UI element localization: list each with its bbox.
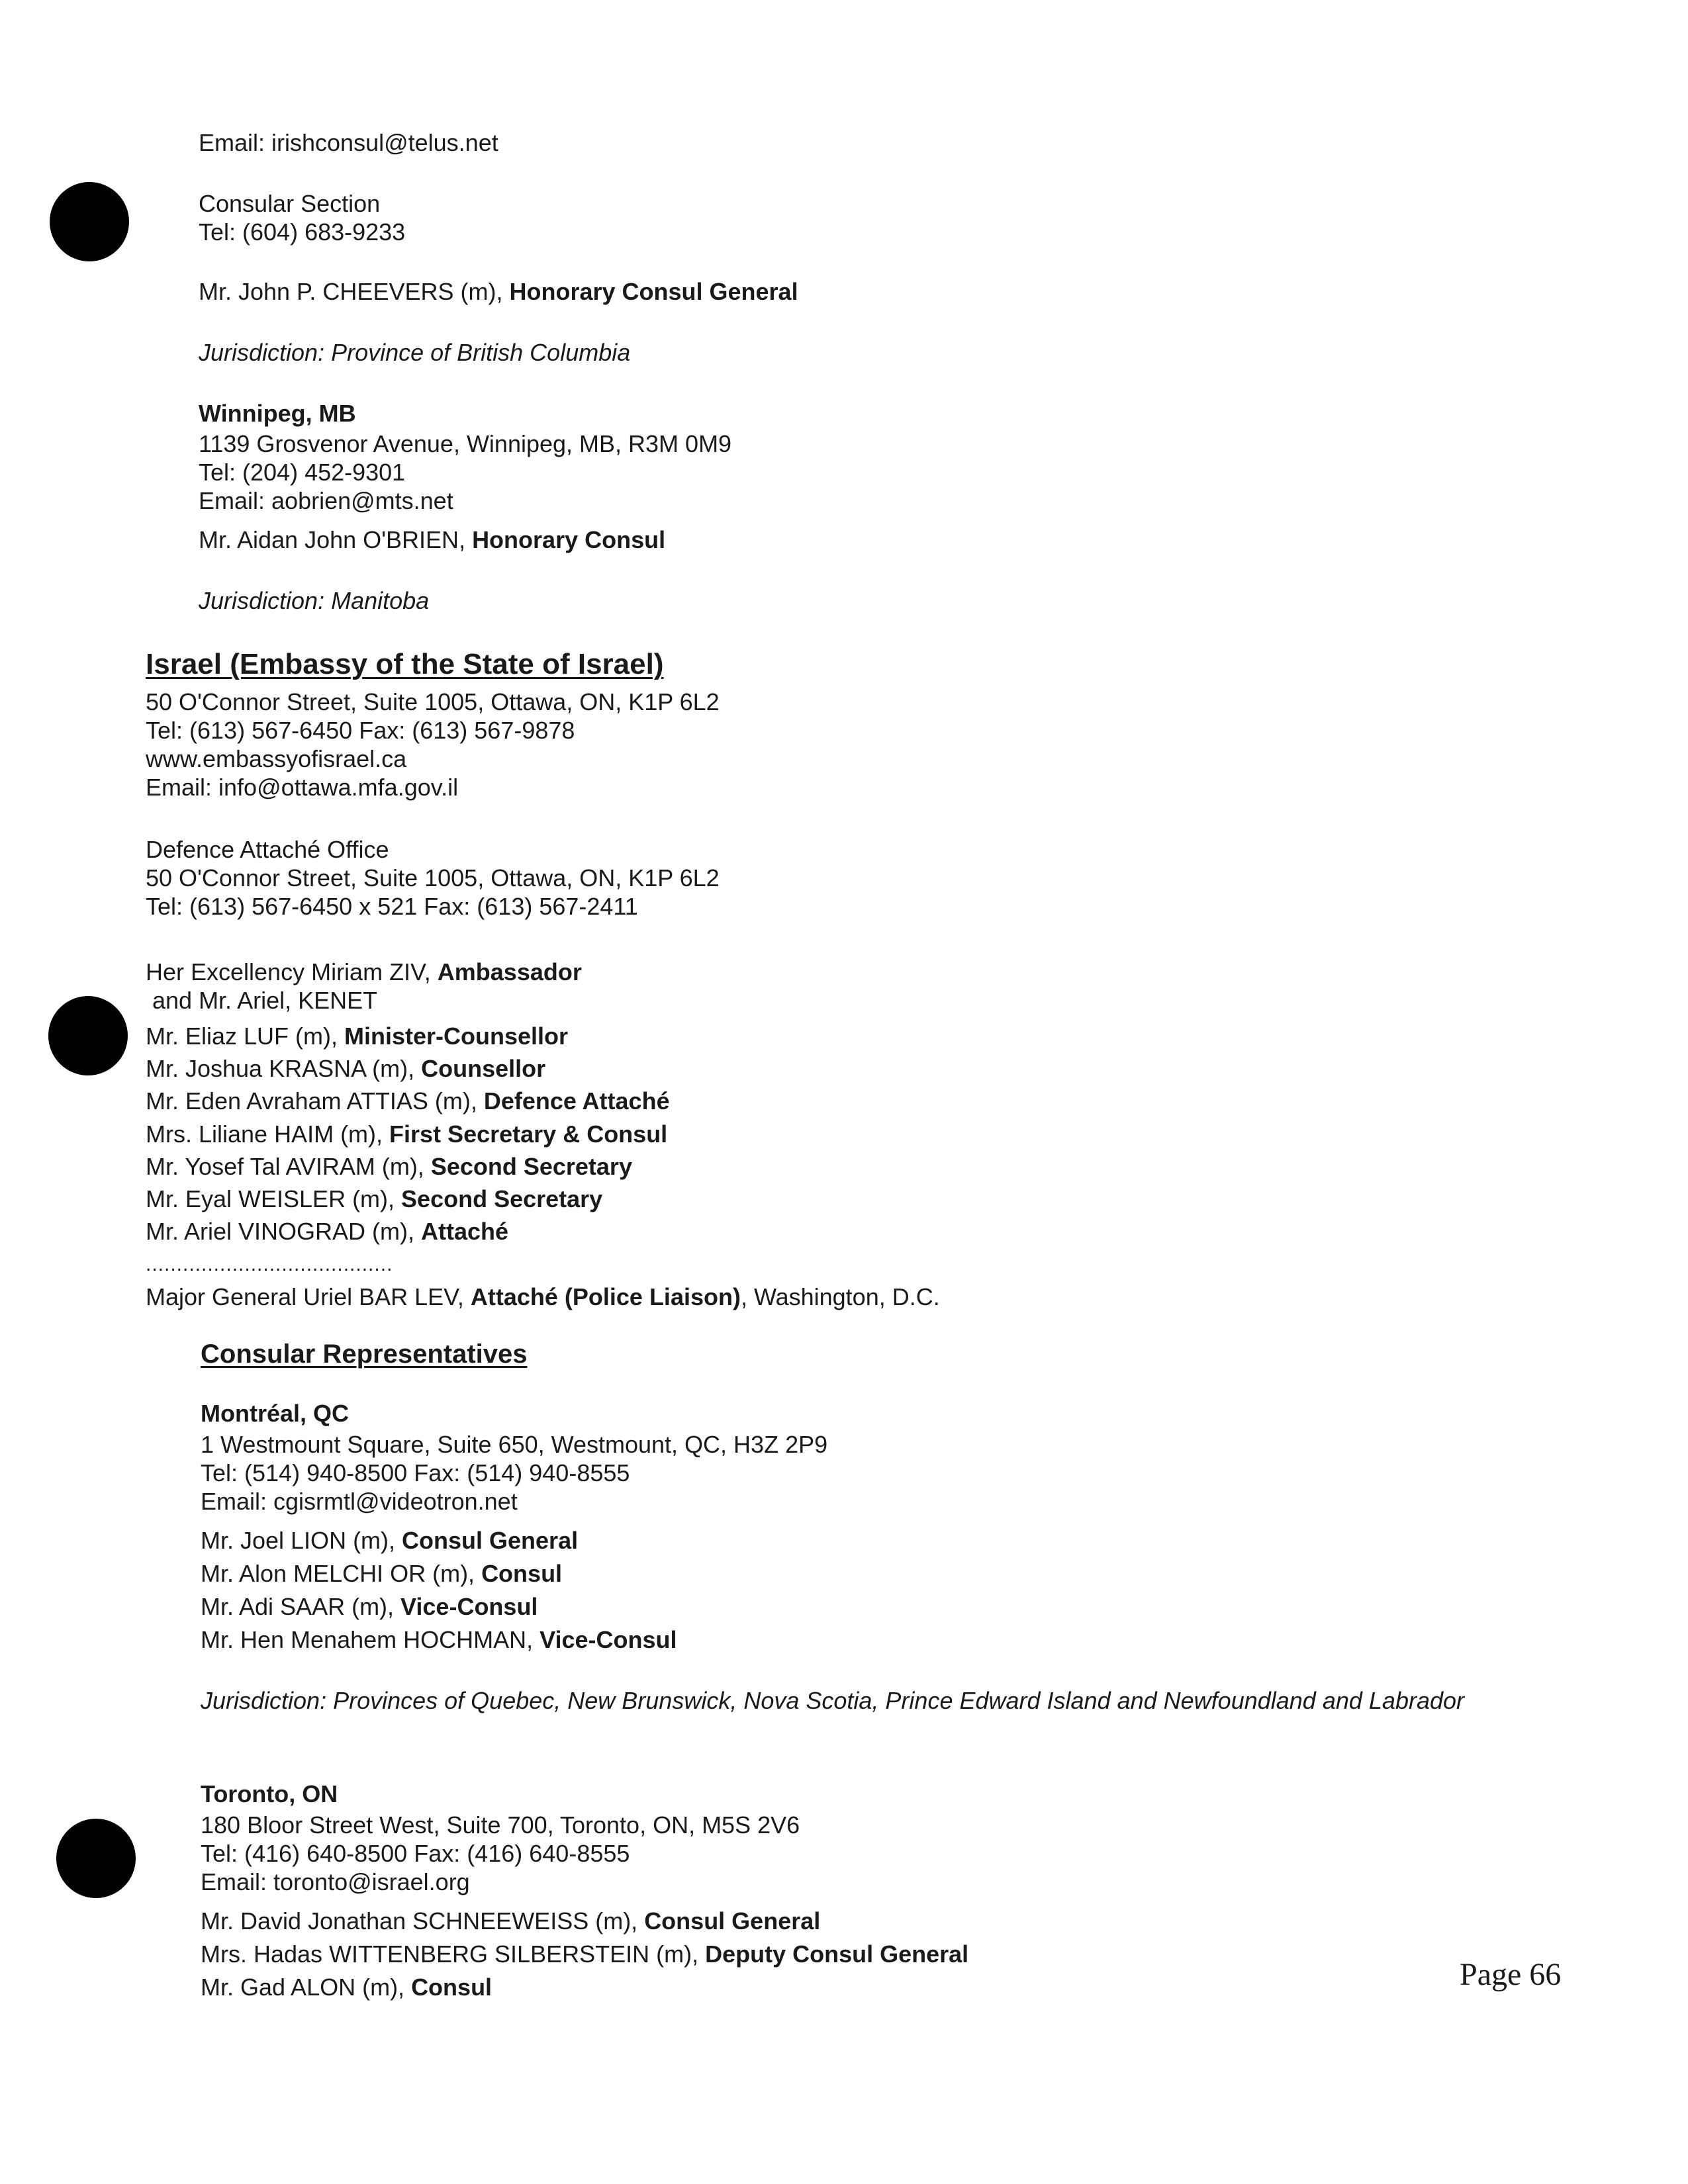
staff-title: Vice-Consul	[400, 1593, 538, 1620]
staff-line	[146, 1024, 568, 1048]
staff-name: Mrs. Hadas WITTENBERG SILBERSTEIN (m),	[201, 1940, 706, 1968]
staff-line	[201, 1976, 492, 1999]
rep-title: Honorary Consul General	[509, 278, 798, 305]
punch-hole-top	[50, 182, 129, 261]
tel-line: Tel: (204) 452-9301	[199, 459, 406, 486]
staff-line	[201, 1595, 538, 1619]
city-heading: Winnipeg, MB	[199, 400, 356, 427]
staff-title: Consul General	[402, 1527, 579, 1554]
staff-name: Mr. Hen Menahem HOCHMAN,	[201, 1626, 540, 1653]
non-resident-title: Attaché (Police Liaison)	[470, 1283, 741, 1310]
staff-name: Mr. Eden Avraham ATTIAS (m),	[146, 1087, 484, 1115]
staff-title: Vice-Consul	[539, 1626, 677, 1653]
staff-title: Minister-Counsellor	[344, 1023, 569, 1050]
address-line: 50 O'Connor Street, Suite 1005, Ottawa, ON, K1P 6L2	[146, 688, 720, 715]
rep-name: Mr. Aidan John O'BRIEN,	[199, 526, 473, 553]
rep-name: Mr. John P. CHEEVERS (m),	[199, 278, 510, 305]
jurisdiction-line: Jurisdiction: Provinces of Quebec, New Brunswick, Nova Scotia, Prince Edward Island and Newfoundland and Labrador	[201, 1687, 1465, 1714]
email-line: Email: cgisrmtl@videotron.net	[201, 1488, 518, 1515]
section-label: Consular Section	[199, 190, 381, 217]
staff-title: First Secretary & Consul	[389, 1120, 668, 1148]
tel-fax-line: Tel: (514) 940-8500 Fax: (514) 940-8555	[201, 1459, 630, 1486]
staff-name: Mr. Joshua KRASNA (m),	[146, 1055, 422, 1082]
staff-title: Attaché	[421, 1218, 509, 1245]
tel-fax-line: Tel: (416) 640-8500 Fax: (416) 640-8555	[201, 1840, 630, 1867]
defence-office-tel: Tel: (613) 567-6450 x 521 Fax: (613) 567-2411	[146, 893, 638, 920]
tel-line: Tel: (604) 683-9233	[199, 218, 406, 246]
staff-name: Mr. Eyal WEISLER (m),	[146, 1185, 402, 1212]
staff-name: Mr. Alon MELCHI OR (m),	[201, 1560, 482, 1587]
defence-office-address: 50 O'Connor Street, Suite 1005, Ottawa, ON, K1P 6L2	[146, 864, 720, 891]
staff-title: Second Secretary	[401, 1185, 603, 1212]
staff-name: Mr. David Jonathan SCHNEEWEISS (m),	[201, 1907, 645, 1934]
staff-title: Defence Attaché	[483, 1087, 670, 1115]
staff-title: Second Secretary	[430, 1153, 632, 1180]
staff-name: Mr. Gad ALON (m),	[201, 1974, 412, 2001]
staff-title: Consul	[481, 1560, 563, 1587]
jurisdiction-line: Jurisdiction: Province of British Columbia	[199, 339, 631, 366]
email-line: Email: info@ottawa.mfa.gov.il	[146, 774, 459, 801]
consular-heading: Consular Representatives	[201, 1340, 528, 1369]
punch-hole-bottom	[56, 1819, 136, 1898]
ambassador-title: Ambassador	[437, 958, 582, 985]
staff-name: Mr. Joel LION (m),	[201, 1527, 402, 1554]
staff-name: Mr. Ariel VINOGRAD (m),	[146, 1218, 422, 1245]
non-resident-location: , Washington, D.C.	[740, 1283, 940, 1310]
country-heading: Israel (Embassy of the State of Israel)	[146, 648, 664, 680]
staff-title: Deputy Consul General	[705, 1940, 969, 1968]
staff-title: Counsellor	[421, 1055, 546, 1082]
city-heading: Toronto, ON	[201, 1780, 338, 1807]
ambassador-line	[146, 960, 582, 984]
address-line: 180 Bloor Street West, Suite 700, Toronto, ON, M5S 2V6	[201, 1811, 800, 1839]
jurisdiction-line: Jurisdiction: Manitoba	[199, 587, 430, 614]
staff-line	[146, 1155, 632, 1179]
address-line: 1139 Grosvenor Avenue, Winnipeg, MB, R3M 0M9	[199, 430, 732, 457]
page-number: Page 66	[1460, 1957, 1562, 1992]
staff-name: Mr. Eliaz LUF (m),	[146, 1023, 345, 1050]
punch-hole-middle	[48, 996, 128, 1075]
staff-name: Mr. Adi SAAR (m),	[201, 1593, 401, 1620]
staff-line	[201, 1562, 562, 1586]
email-line: Email: toronto@israel.org	[201, 1868, 470, 1895]
staff-line	[146, 1220, 508, 1244]
staff-line	[146, 1057, 545, 1081]
staff-name: Mrs. Liliane HAIM (m),	[146, 1120, 390, 1148]
staff-line	[146, 1089, 670, 1113]
defence-office-label: Defence Attaché Office	[146, 836, 389, 863]
staff-line	[146, 1122, 667, 1146]
staff-line	[146, 1187, 602, 1211]
email-line: Email: irishconsul@telus.net	[199, 129, 498, 156]
address-line: 1 Westmount Square, Suite 650, Westmount, QC, H3Z 2P9	[201, 1431, 828, 1458]
tel-fax-line: Tel: (613) 567-6450 Fax: (613) 567-9878	[146, 717, 575, 744]
ambassador-name: Her Excellency Miriam ZIV,	[146, 958, 438, 985]
email-line: Email: aobrien@mts.net	[199, 487, 453, 514]
representative-line	[199, 528, 665, 552]
staff-title: Consul	[411, 1974, 492, 2001]
staff-name: Mr. Yosef Tal AVIRAM (m),	[146, 1153, 431, 1180]
website-line: www.embassyofisrael.ca	[146, 745, 407, 772]
staff-title: Consul General	[644, 1907, 821, 1934]
non-resident-line	[146, 1285, 940, 1309]
rep-title: Honorary Consul	[472, 526, 666, 553]
representative-line	[199, 280, 798, 304]
staff-line	[201, 1529, 578, 1553]
spouse-line: and Mr. Ariel, KENET	[152, 987, 378, 1014]
staff-line	[201, 1942, 968, 1966]
non-resident-name: Major General Uriel BAR LEV,	[146, 1283, 471, 1310]
city-heading: Montréal, QC	[201, 1400, 350, 1427]
dotted-separator: ........................................	[146, 1253, 393, 1275]
staff-line	[201, 1909, 820, 1933]
staff-line	[201, 1628, 677, 1652]
